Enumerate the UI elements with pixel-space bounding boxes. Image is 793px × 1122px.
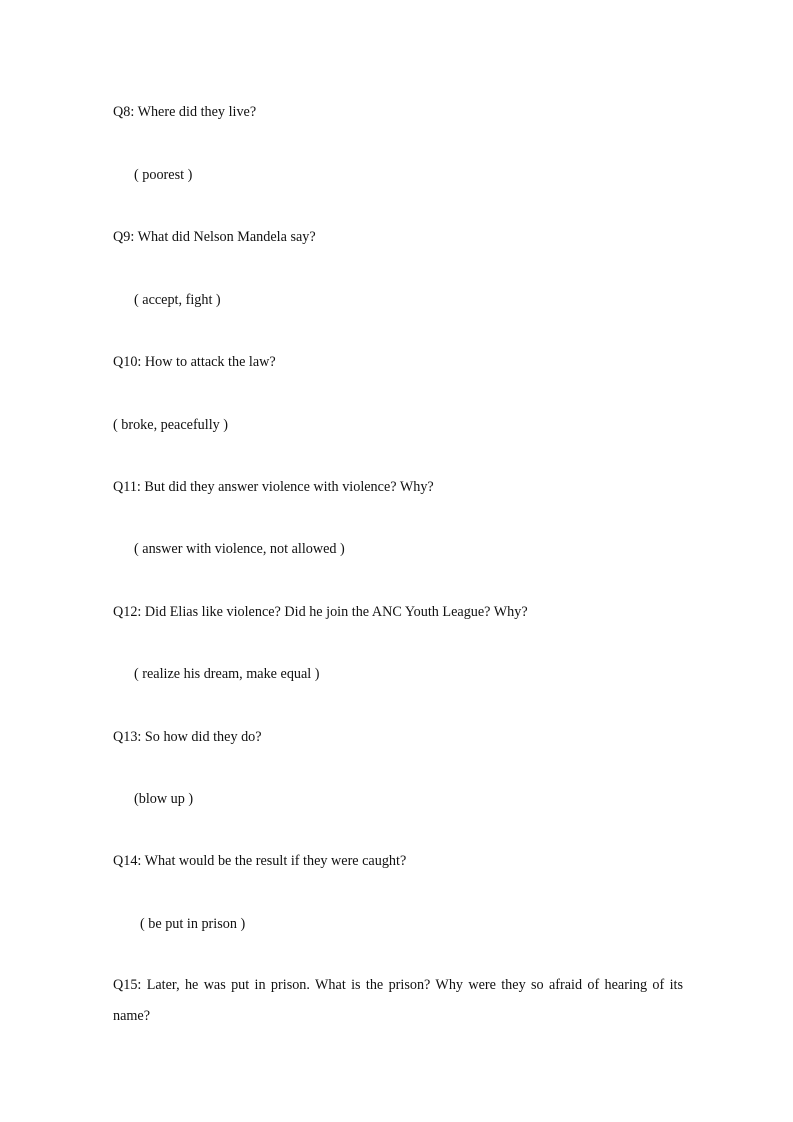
hint-q14: ( be put in prison ): [140, 916, 246, 932]
hint-q12: ( realize his dream, make equal ): [134, 666, 320, 682]
hint-q13: (blow up ): [134, 791, 194, 807]
question-q15: Q15: Later, he was put in prison. What is the prison? Why were they so afraid of hearing of its name?: [113, 977, 683, 1024]
hint-q8: ( poorest ): [134, 167, 193, 183]
hint-q11: ( answer with violence, not allowed ): [134, 541, 345, 557]
question-q9: Q9: What did Nelson Mandela say?: [113, 229, 316, 245]
question-q13: Q13: So how did they do?: [113, 729, 262, 745]
question-q11: Q11: But did they answer violence with violence? Why?: [113, 479, 434, 495]
hint-q10: ( broke, peacefully ): [113, 417, 229, 433]
question-q12: Q12: Did Elias like violence? Did he join the ANC Youth League? Why?: [113, 604, 528, 620]
hint-q9: ( accept, fight ): [134, 292, 221, 308]
question-q10: Q10: How to attack the law?: [113, 354, 276, 370]
question-q14: Q14: What would be the result if they were caught?: [113, 853, 407, 869]
question-q8: Q8: Where did they live?: [113, 104, 257, 120]
